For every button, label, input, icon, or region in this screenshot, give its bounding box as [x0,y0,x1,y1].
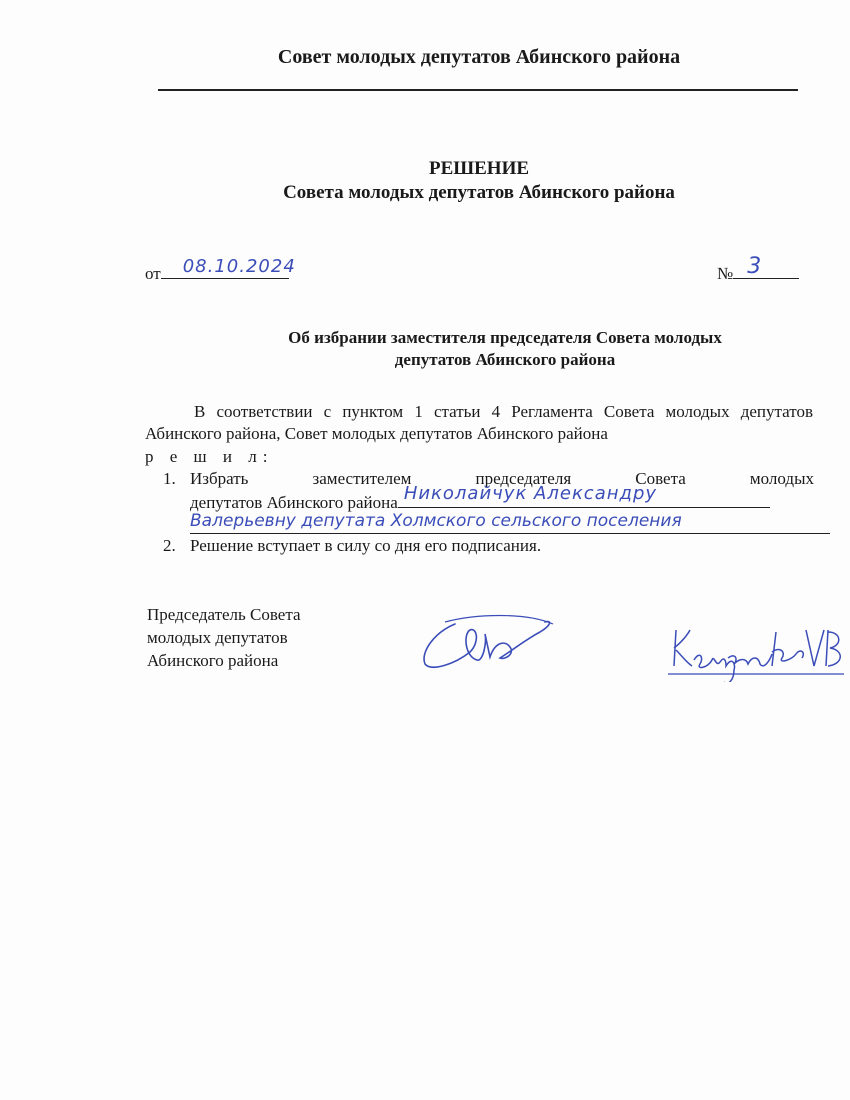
item1-word: Избрать [190,469,249,488]
number-field [717,254,799,284]
resolve-word: р е ш и л: [145,447,274,466]
handwritten-signature [415,612,560,672]
chair-line1: Председатель Совета [147,605,301,624]
subject-line2: депутатов Абинского района [394,350,616,369]
preamble-paragraph: В соответствии с пунктом 1 статьи 4 Регламента Совета молодых депутатов Абинского района, Совет молодых депутатов Абинского района [145,402,813,443]
item1-fill-underline-2 [190,511,830,534]
date-field [145,256,296,284]
item1-handwritten-position: Валерьевну депутата Холмского сельского поселения [190,511,682,531]
subject-line1: Об избрании заместителя председателя Совета молодых [288,328,722,347]
decision-title-line1: РЕШЕНИЕ [428,158,530,179]
item1-second-line [190,483,770,513]
date-prefix: от [145,264,161,283]
item1-word: председателя [475,469,572,488]
decision-title-line2: Совета молодых депутатов Абинского района [283,182,675,203]
number-underline [733,254,799,279]
chair-title [147,603,301,672]
number-handwritten: 3 [747,254,762,279]
decision-title [0,157,850,205]
item1-word: молодых [749,469,814,488]
chair-line3: Абинского района [147,651,279,670]
item1-number: 1. [163,469,176,488]
item1-line2-text: депутатов Абинского района [190,493,398,512]
number-prefix: № [717,264,734,283]
item1-handwritten-name: Николайчук Александру [403,483,658,504]
item1-word: заместителем [312,469,412,488]
item1-fill-underline [398,483,770,508]
organization-header: Совет молодых депутатов Абинского района [277,46,681,68]
item2-number: 2. [163,536,176,555]
signatory-name [668,622,850,687]
item1-word: Совета [635,469,686,488]
signatory-name-handwriting [668,622,850,682]
header-divider [158,89,798,91]
date-handwritten: 08.10.2024 [182,256,296,277]
date-underline [161,256,296,279]
item2-text: Решение вступает в силу со дня его подписания. [190,536,542,555]
decision-subject [0,327,850,371]
chair-line2: молодых депутатов [147,628,288,647]
